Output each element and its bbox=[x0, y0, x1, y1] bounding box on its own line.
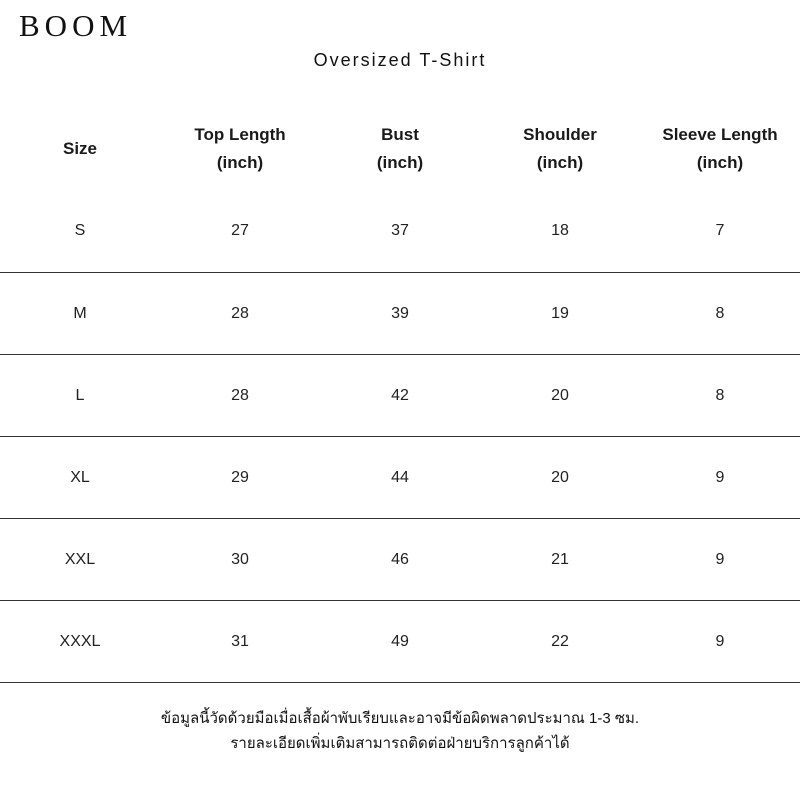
contact-note: รายละเอียดเพิ่มเติมสามารถติดต่อฝ่ายบริการลูกค้าได้ bbox=[230, 735, 570, 752]
header-unit: (inch) bbox=[536, 153, 584, 172]
header-sleeve-length bbox=[640, 108, 800, 190]
shoulder-cell: 20 bbox=[551, 468, 569, 486]
shoulder-cell: 21 bbox=[551, 550, 569, 568]
sleeve-length-cell: 9 bbox=[715, 468, 725, 486]
table-header-row bbox=[0, 108, 800, 190]
header-label: Shoulder bbox=[523, 125, 597, 144]
brand-logo: BOOM bbox=[19, 8, 133, 43]
sleeve-length-cell: 8 bbox=[715, 386, 725, 404]
sleeve-length-cell: 9 bbox=[715, 632, 725, 650]
table-row bbox=[0, 519, 800, 601]
table-row bbox=[0, 437, 800, 519]
size-cell: L bbox=[75, 386, 85, 404]
bust-cell: 46 bbox=[391, 550, 409, 568]
sleeve-length-cell: 9 bbox=[715, 550, 725, 568]
top-length-cell: 28 bbox=[231, 304, 249, 322]
shoulder-cell: 22 bbox=[551, 632, 569, 650]
header-shoulder bbox=[480, 108, 640, 190]
header-top-length bbox=[160, 108, 320, 190]
header-label: Top Length bbox=[194, 125, 286, 144]
size-cell: XL bbox=[70, 468, 90, 486]
table-row bbox=[0, 190, 800, 273]
size-cell: M bbox=[73, 304, 87, 322]
page-title: Oversized T-Shirt bbox=[313, 50, 487, 70]
top-length-cell: 27 bbox=[231, 222, 249, 239]
bust-cell: 37 bbox=[391, 222, 409, 239]
header-label: Size bbox=[62, 139, 98, 158]
bust-cell: 49 bbox=[391, 632, 409, 650]
header-size bbox=[0, 108, 160, 190]
size-cell: XXL bbox=[64, 550, 96, 568]
header-bust bbox=[320, 108, 480, 190]
header-label: Sleeve Length bbox=[662, 125, 778, 144]
shoulder-cell: 19 bbox=[551, 304, 569, 322]
table-row bbox=[0, 601, 800, 683]
table-row bbox=[0, 273, 800, 355]
measurement-note: ข้อมูลนี้วัดด้วยมือเมื่อเสื้อผ้าพับเรียบและอาจมีข้อผิดพลาดประมาณ 1-3 ซม. bbox=[160, 710, 640, 727]
shoulder-cell: 18 bbox=[551, 222, 569, 239]
table-row bbox=[0, 355, 800, 437]
bust-cell: 39 bbox=[391, 304, 409, 322]
header-unit: (inch) bbox=[376, 153, 424, 172]
bust-cell: 42 bbox=[391, 386, 409, 404]
top-length-cell: 31 bbox=[231, 632, 249, 650]
size-chart-table bbox=[0, 108, 800, 683]
sleeve-length-cell: 8 bbox=[715, 304, 725, 322]
size-cell: S bbox=[74, 222, 86, 239]
shoulder-cell: 20 bbox=[551, 386, 569, 404]
top-length-cell: 28 bbox=[231, 386, 249, 404]
top-length-cell: 30 bbox=[231, 550, 249, 568]
header-unit: (inch) bbox=[216, 153, 264, 172]
header-label: Bust bbox=[381, 125, 419, 144]
sleeve-length-cell: 7 bbox=[715, 222, 725, 239]
top-length-cell: 29 bbox=[231, 468, 249, 486]
bust-cell: 44 bbox=[391, 468, 409, 486]
size-cell: XXXL bbox=[59, 632, 101, 650]
header-unit: (inch) bbox=[696, 153, 744, 172]
